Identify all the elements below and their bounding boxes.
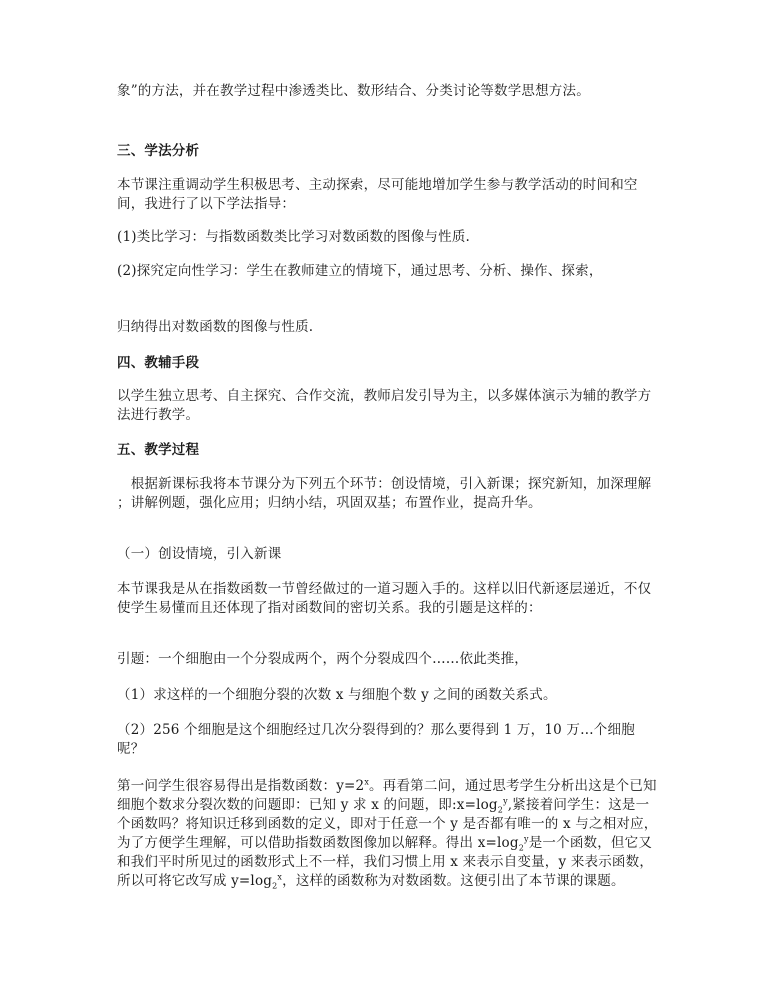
paragraph-teaching-aids: 以学生独立思考、自主探究、合作交流，教师启发引导为主，以多媒体演示为辅的教学方法进行教学。 [117, 388, 652, 423]
section-heading-teaching-process: 五、教学过程 [117, 442, 200, 458]
paragraph-five-stages: 根据新课标我将本节课分为下列五个环节：创设情境，引入新课；探究新知，加深理解 ；讲解例题，强化应用；归纳小结，巩固双基；布置作业，提高升华。 [117, 476, 652, 511]
paragraph-question-1: （1）求这样的一个细胞分裂的次数 x 与细胞个数 y 之间的函数关系式。 [117, 687, 557, 703]
paragraph-lead-question: 引题：一个细胞由一个分裂成两个，两个分裂成四个……依此类推， [117, 651, 528, 667]
section-heading-study-method: 三、学法分析 [117, 143, 200, 159]
paragraph-intro-continued: 象”的方法，并在教学过程中渗透类比、数形结合、分类讨论等数学思想方法。 [117, 83, 590, 99]
paragraph-analysis: 第一问学生很容易得出是指数函数：$y=2^x$。再看第二问，通过思考学生分析出这是个已知细胞个数求分裂次数的问题即：已知 y 求 x 的问题，即$:x=\log_2^y$,紧接着问学生：这是一个函数吗？将知识迁移到函数的定义，即对于任意一个 y 是否都有唯一的 x 与之相对应，为了方便学生理解，可以借助指数函数图像加以解释。得出 $x=\log_2^y$是一个函数，但它又和我们平时所见过的函数形式上不一样，我们习惯上用 x 来表示自变量，y 来表示函数，所以可将它改写成 $y=\log_2^x$，这样的函数称为对数函数。这便引出了本节课的课题。 [117, 777, 658, 891]
paragraph-inquiry-learning: (2)探究定向性学习：学生在教师建立的情境下，通过思考、分析、操作、探索， [117, 263, 603, 279]
subsection-heading-scenario: （一）创设情境，引入新课 [117, 546, 282, 562]
paragraph-study-method: 本节课注重调动学生积极思考、主动探索，尽可能地增加学生参与教学活动的时间和空间，我进行了以下学法指导： [117, 177, 638, 212]
paragraph-analogy-learning: (1)类比学习：与指数函数类比学习对数函数的图像与性质. [117, 229, 471, 245]
paragraph-lesson-entry: 本节课我是从在指数函数一节曾经做过的一道习题入手的。这样以旧代新逐层递近，不仅使学生易懂而且还体现了指对函数间的密切关系。我的引题是这样的： [117, 581, 652, 616]
section-heading-teaching-aids: 四、教辅手段 [117, 355, 200, 371]
paragraph-question-2: （2）256 个细胞是这个细胞经过几次分裂得到的？那么要得到 1 万，10 万…个细胞呢？ [117, 722, 635, 757]
paragraph-induction: 归纳得出对数函数的图像与性质. [117, 319, 314, 335]
